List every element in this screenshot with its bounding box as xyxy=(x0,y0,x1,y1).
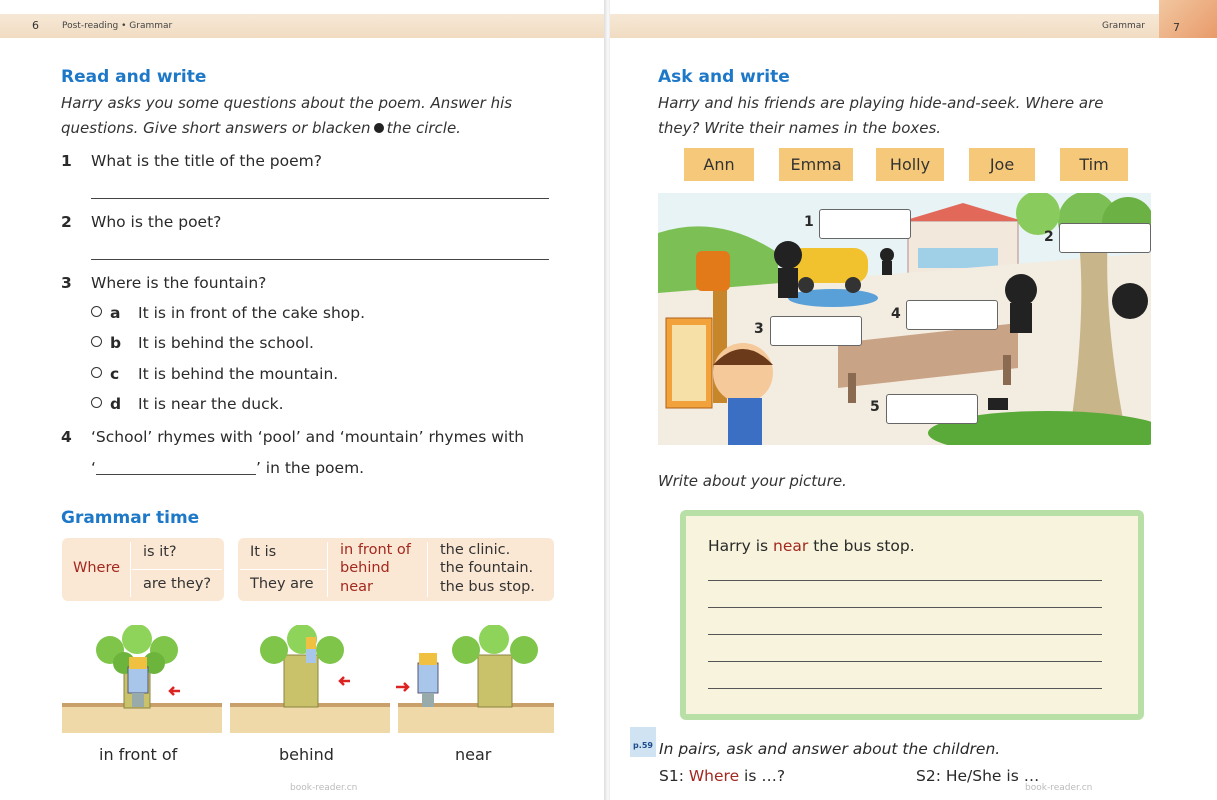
caption-in-front-of: in front of xyxy=(99,745,178,764)
question-2 xyxy=(61,213,221,231)
watermark: book-reader.cn xyxy=(290,783,358,793)
s1-rest: is …? xyxy=(739,767,786,785)
behind-illustration xyxy=(230,625,390,733)
name-tag-emma[interactable]: Emma xyxy=(779,148,853,181)
right-header-bar xyxy=(610,14,1217,38)
question-number: 3 xyxy=(61,274,72,292)
page-corner-decoration xyxy=(1159,0,1217,38)
hide-and-seek-scene xyxy=(658,193,1151,445)
option-letter: d xyxy=(110,395,122,413)
instructions-line-2b: the circle. xyxy=(386,119,461,137)
s2-prompt: S2: He/She is … xyxy=(916,767,1040,785)
question-4 xyxy=(61,428,524,446)
grammar-is-it: is it? xyxy=(143,544,177,560)
in-front-of-illustration xyxy=(62,625,222,733)
option-text: It is behind the school. xyxy=(138,334,314,352)
answer-line-1[interactable] xyxy=(91,198,549,199)
left-header-bar xyxy=(0,14,604,38)
answer-box-5[interactable] xyxy=(886,394,978,424)
example-sentence xyxy=(708,537,915,555)
filled-circle-icon xyxy=(374,123,384,133)
option-text: It is near the duck. xyxy=(138,395,284,413)
watermark-right: book-reader.cn xyxy=(1025,783,1093,793)
grammar-place-bus-stop: the bus stop. xyxy=(440,579,535,595)
s1-prompt xyxy=(659,767,785,785)
grammar-they-are: They are xyxy=(250,576,314,592)
question-number: 4 xyxy=(61,428,72,446)
grammar-prep-behind: behind xyxy=(340,560,390,576)
option-a[interactable] xyxy=(91,304,365,322)
writing-line-4[interactable] xyxy=(708,661,1102,662)
answer-box-4[interactable] xyxy=(906,300,998,330)
grammar-place-clinic: the clinic. xyxy=(440,542,511,558)
name-tag-tim[interactable]: Tim xyxy=(1060,148,1128,181)
grammar-it-is: It is xyxy=(250,544,277,560)
page-number: 6 xyxy=(32,19,39,32)
pair-work-instruction: In pairs, ask and answer about the children. xyxy=(659,740,1001,758)
name-tag-ann[interactable]: Ann xyxy=(684,148,754,181)
fill-in-blank[interactable] xyxy=(96,460,256,475)
section-title-ask-and-write: Ask and write xyxy=(658,67,790,87)
grammar-where: Where xyxy=(73,560,121,576)
option-letter: c xyxy=(110,365,120,383)
example-sentence-preposition: near xyxy=(773,537,809,555)
box-number-4: 4 xyxy=(891,306,901,322)
option-d[interactable] xyxy=(91,395,284,413)
name-tag-holly[interactable]: Holly xyxy=(876,148,944,181)
question-1 xyxy=(61,152,322,170)
caption-behind: behind xyxy=(279,745,334,764)
box-number-2: 2 xyxy=(1044,229,1054,245)
running-head: Grammar xyxy=(1102,21,1145,31)
question-3 xyxy=(61,274,266,292)
instructions xyxy=(61,91,512,141)
writing-line-1[interactable] xyxy=(708,580,1102,581)
page-number: 7 xyxy=(1173,21,1180,34)
section-title-read-and-write: Read and write xyxy=(61,67,207,87)
instructions-line-2: they? Write their names in the boxes. xyxy=(658,119,942,137)
question-text: Where is the fountain? xyxy=(91,274,267,292)
writing-line-3[interactable] xyxy=(708,634,1102,635)
instructions-line-2 xyxy=(61,116,512,141)
option-letter: a xyxy=(110,304,121,322)
section-title-grammar-time: Grammar time xyxy=(61,508,200,528)
grammar-are-they: are they? xyxy=(143,576,212,592)
instructions-line-1: Harry asks you some questions about the poem. Answer his xyxy=(61,94,513,112)
radio-circle-icon[interactable] xyxy=(91,336,102,347)
example-sentence-end: the bus stop. xyxy=(808,537,915,555)
example-sentence-start: Harry is xyxy=(708,537,774,555)
preposition-illustrations xyxy=(62,625,554,735)
left-page xyxy=(0,0,606,800)
option-text: It is in front of the cake shop. xyxy=(138,304,366,322)
open-quote: ‘ xyxy=(91,459,96,477)
answer-box-3[interactable] xyxy=(770,316,862,346)
question-text: ‘School’ rhymes with ‘pool’ and ‘mountain’ rhymes with xyxy=(91,428,525,446)
radio-circle-icon[interactable] xyxy=(91,306,102,317)
box-number-5: 5 xyxy=(870,399,880,415)
writing-line-5[interactable] xyxy=(708,688,1102,689)
instructions-line-2a: questions. Give short answers or blacken xyxy=(61,119,371,137)
s1-where: Where xyxy=(688,767,740,785)
option-b[interactable] xyxy=(91,334,314,352)
question-text: Who is the poet? xyxy=(91,213,222,231)
box-number-3: 3 xyxy=(754,321,764,337)
writing-line-2[interactable] xyxy=(708,607,1102,608)
option-c[interactable] xyxy=(91,365,338,383)
running-head: Post-reading • Grammar xyxy=(62,21,173,31)
box-number-1: 1 xyxy=(804,214,814,230)
question-number: 1 xyxy=(61,152,72,170)
near-illustration xyxy=(396,625,554,733)
option-letter: b xyxy=(110,334,122,352)
question-text: What is the title of the poem? xyxy=(91,152,322,170)
radio-circle-icon[interactable] xyxy=(91,397,102,408)
grammar-prep-in-front-of: in front of xyxy=(340,542,411,558)
caption-near: near xyxy=(455,745,492,764)
s1-label: S1: xyxy=(659,767,689,785)
instructions-line-1: Harry and his friends are playing hide-and-seek. Where are xyxy=(658,94,1104,112)
instructions-right xyxy=(658,91,1104,141)
radio-circle-icon[interactable] xyxy=(91,367,102,378)
answer-box-2[interactable] xyxy=(1059,223,1151,253)
grammar-prep-near: near xyxy=(340,579,373,595)
page-reference: p.59 xyxy=(633,741,653,750)
page-reference-icon xyxy=(630,727,656,757)
name-tag-joe[interactable]: Joe xyxy=(969,148,1035,181)
question-number: 2 xyxy=(61,213,72,231)
grammar-place-fountain: the fountain. xyxy=(440,560,534,576)
question-4-line-2 xyxy=(91,459,364,477)
question-text-end: ’ in the poem. xyxy=(255,459,365,477)
answer-line-2[interactable] xyxy=(91,259,549,260)
answer-box-1[interactable] xyxy=(819,209,911,239)
option-text: It is behind the mountain. xyxy=(138,365,339,383)
write-prompt: Write about your picture. xyxy=(658,472,847,490)
